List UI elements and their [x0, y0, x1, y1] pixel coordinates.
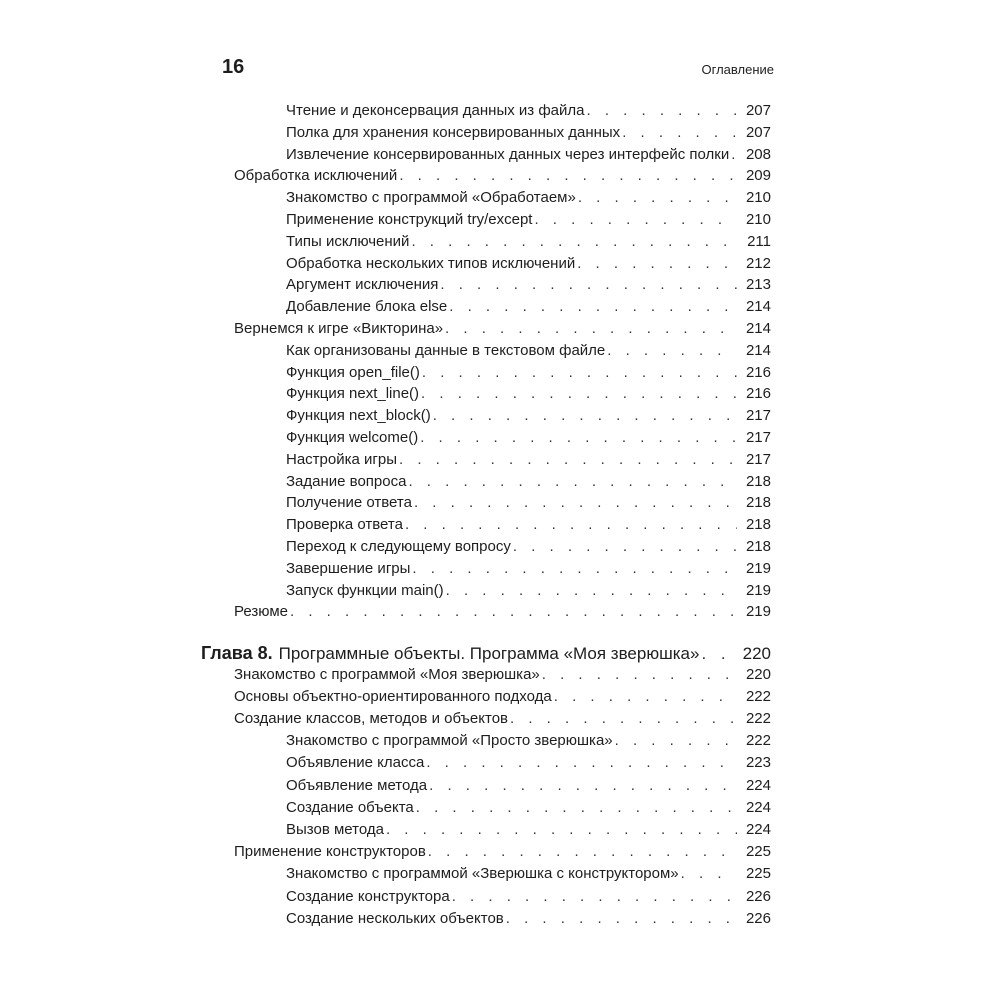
toc-entry	[286, 888, 771, 905]
toc-entry	[286, 910, 771, 927]
toc-entry	[286, 754, 771, 771]
toc-entry-title: Задание вопроса	[286, 472, 407, 490]
toc-entry-title: Применение конструкций try/except	[286, 211, 533, 228]
toc-entry-title: Функция open_file()	[286, 363, 420, 381]
dot-leader	[510, 710, 737, 727]
toc-entry-page: 213	[745, 276, 771, 294]
toc-entry	[286, 777, 771, 794]
toc-entry-title: Аргумент исключения	[286, 276, 439, 294]
toc-entry-title: Полка для хранения консервированных данных	[286, 123, 621, 141]
dot-leader	[440, 276, 737, 293]
toc-entry-title: Программные объекты. Программа «Моя зверюшка»	[278, 644, 700, 663]
dot-leader	[386, 821, 737, 838]
dot-leader	[399, 451, 737, 468]
dot-leader	[449, 298, 737, 315]
toc-entry-page: 226	[745, 887, 771, 905]
toc-entry	[234, 843, 771, 860]
toc-entry-title: Знакомство с программой «Обработаем»	[286, 189, 576, 207]
toc-entry-title: Запуск функции main()	[286, 581, 444, 599]
toc-entry	[286, 407, 771, 424]
toc-entry-page: 218	[745, 472, 771, 490]
toc-entry	[286, 494, 771, 511]
toc-entry-page: 216	[745, 363, 771, 381]
toc-entry-page: 223	[745, 754, 771, 772]
dot-leader	[412, 560, 737, 577]
toc-entry-title: Знакомство с программой «Зверюшка с конструктором»	[286, 865, 679, 883]
toc-entry	[286, 189, 771, 206]
toc-entry-title: Объявление класса	[286, 754, 425, 772]
toc-entry-page: 222	[745, 687, 771, 705]
toc-entry-title: Вызов метода	[286, 820, 384, 838]
toc-entry	[234, 603, 771, 620]
toc-entry	[286, 429, 771, 446]
dot-leader	[433, 407, 737, 424]
toc-entry	[286, 124, 771, 141]
dot-leader	[421, 385, 737, 402]
toc-entry-title: Резюме	[234, 603, 288, 621]
toc-entry-page: 218	[745, 538, 771, 555]
dot-leader	[426, 754, 737, 771]
toc-entry-page: 224	[745, 776, 771, 794]
dot-leader	[416, 799, 737, 816]
toc-entry-page: 225	[745, 865, 771, 883]
toc-entry	[234, 688, 771, 705]
toc-entry-title: Извлечение консервированных данных через интерфейс полки	[286, 145, 730, 163]
toc-entry-page: 210	[745, 211, 771, 228]
toc-entry-page: 217	[745, 429, 771, 446]
toc-entry-title: Знакомство с программой «Моя зверюшка»	[234, 665, 540, 683]
toc-entry-title: Применение конструкторов	[234, 843, 426, 861]
toc-entry	[286, 342, 771, 359]
toc-entry-title: Как организованы данные в текстовом файле	[286, 341, 606, 359]
chapter-label: Глава 8.	[201, 643, 273, 663]
toc-entry-page: 222	[745, 709, 771, 727]
toc-entry	[286, 211, 771, 228]
dot-leader	[615, 732, 737, 749]
toc-entry-title: Функция next_line()	[286, 385, 420, 403]
dot-leader	[414, 494, 737, 511]
toc-entry-page: 209	[745, 167, 771, 185]
toc-entry-title: Вернемся к игре «Викторина»	[234, 320, 444, 337]
toc-entry	[286, 298, 771, 315]
toc-entry	[286, 732, 771, 749]
toc-entry-title: Создание нескольких объектов	[286, 909, 504, 927]
toc-entry-page: 219	[745, 581, 771, 599]
toc-entry-page: 218	[745, 516, 771, 534]
dot-leader	[452, 888, 737, 905]
dot-leader	[534, 211, 737, 228]
toc-entry-title: Настройка игры	[286, 450, 397, 468]
dot-leader	[429, 777, 737, 794]
toc-entry-page: 218	[745, 494, 771, 512]
toc-entry	[286, 516, 771, 533]
toc-entry-title: Завершение игры	[286, 559, 411, 577]
dot-leader	[420, 429, 737, 446]
toc-entry-title: Типы исключений	[286, 232, 410, 250]
toc-entry-title: Обработка исключений	[234, 167, 398, 185]
dot-leader	[290, 603, 737, 620]
dot-leader	[578, 189, 737, 206]
toc-entry	[286, 364, 771, 381]
dot-leader	[399, 167, 737, 184]
toc-entry	[286, 582, 771, 599]
toc-entry-page: 216	[745, 385, 771, 403]
dot-leader	[408, 473, 737, 490]
toc-entry	[286, 560, 771, 577]
toc-chapter-entry	[201, 643, 771, 664]
toc-entry-title: Переход к следующему вопросу	[286, 538, 511, 555]
toc-entry-page: 224	[745, 798, 771, 816]
toc-entry	[286, 385, 771, 402]
toc-entry-page: 214	[745, 298, 771, 316]
toc-entry-title: Получение ответа	[286, 494, 412, 512]
toc-entry	[286, 255, 771, 272]
toc-entry-page: 211	[747, 232, 771, 250]
toc-entry-page: 220	[742, 644, 771, 663]
running-head: Оглавление	[701, 62, 774, 77]
toc-entry	[286, 821, 771, 838]
toc-entry-title: Основы объектно-ориентированного подхода	[234, 687, 552, 705]
dot-leader	[446, 582, 737, 599]
dot-leader	[445, 320, 737, 337]
toc-entry-title: Проверка ответа	[286, 516, 403, 534]
toc-entry-title: Функция next_block()	[286, 407, 431, 425]
dot-leader	[411, 233, 737, 250]
toc-entry	[286, 276, 771, 293]
toc-entry	[286, 538, 771, 555]
dot-leader	[681, 865, 737, 882]
toc-entry-title: Функция welcome()	[286, 429, 419, 446]
toc-entry	[234, 666, 771, 683]
toc-entry-title: Чтение и деконсервация данных из файла	[286, 102, 585, 119]
dot-leader	[428, 843, 737, 860]
toc-entry	[286, 865, 771, 882]
toc-entry-page: 219	[745, 559, 771, 577]
toc-entry	[286, 102, 771, 119]
toc-entry-title: Знакомство с программой «Просто зверюшка»	[286, 732, 613, 750]
toc-entry-title: Создание конструктора	[286, 887, 450, 905]
dot-leader	[554, 688, 737, 705]
toc-entry-page: 224	[745, 820, 771, 838]
toc-entry-page: 214	[745, 320, 771, 337]
toc-entry-page: 222	[745, 732, 771, 750]
dot-leader	[542, 666, 737, 683]
dot-leader	[405, 516, 737, 533]
dot-leader	[513, 538, 737, 555]
dot-leader	[506, 910, 737, 927]
toc-entry-page: 225	[745, 843, 771, 861]
dot-leader	[622, 124, 737, 141]
toc-entry-page: 219	[745, 603, 771, 621]
toc-entry-page: 217	[745, 450, 771, 468]
toc-entry	[286, 473, 771, 490]
toc-entry-page: 208	[745, 145, 771, 163]
toc-entry-page: 217	[745, 407, 771, 425]
toc-entry-page: 207	[745, 102, 771, 119]
toc-entry-title: Добавление блока else	[286, 298, 448, 316]
toc-entry-page: 226	[745, 909, 771, 927]
toc-entry	[234, 710, 771, 727]
toc-entry-title: Создание классов, методов и объектов	[234, 709, 509, 727]
dot-leader	[577, 255, 737, 272]
toc-entry-page: 220	[745, 665, 771, 683]
toc-entry	[234, 320, 771, 337]
toc-entry-page: 212	[745, 254, 771, 272]
page-number: 16	[222, 56, 245, 78]
dot-leader	[607, 342, 737, 359]
toc-entry	[286, 233, 771, 250]
toc-entry	[286, 146, 771, 163]
dot-leader	[422, 364, 737, 381]
toc-entry	[286, 451, 771, 468]
toc-entry-title: Объявление метода	[286, 776, 428, 794]
toc-entry	[234, 167, 771, 184]
toc-entry-title: Обработка нескольких типов исключений	[286, 254, 576, 272]
toc-entry-page: 207	[745, 123, 771, 141]
toc-entry-page: 210	[745, 189, 771, 207]
toc-entry-page: 214	[745, 341, 771, 359]
toc-entry	[286, 799, 771, 816]
dot-leader	[701, 644, 737, 664]
toc-entry-title: Создание объекта	[286, 798, 414, 816]
dot-leader	[587, 102, 738, 119]
dot-leader	[731, 146, 737, 163]
